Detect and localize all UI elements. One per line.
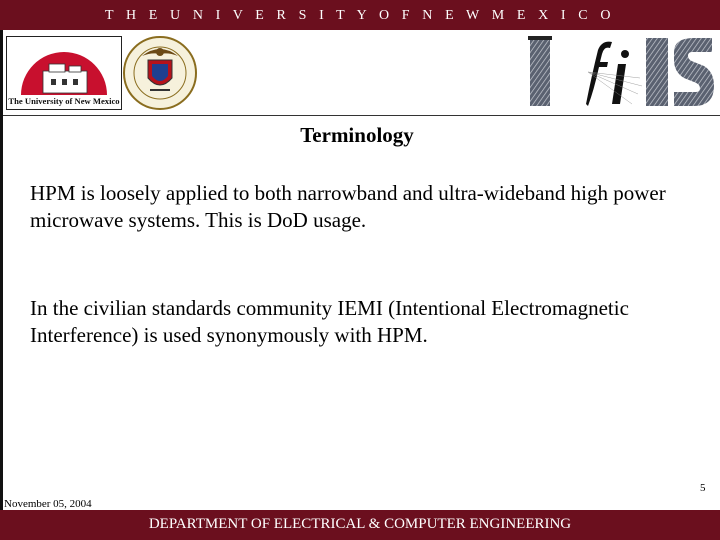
left-frame-line [0,30,3,510]
university-banner [0,0,720,30]
slide-title [0,123,714,148]
slide-date: November 05, 2004 [4,498,92,510]
page-number: 5 [700,482,706,494]
unm-logo [6,36,122,110]
paragraph-hpm-usage: HPM is loosely applied to both narrowband and ultra-wideband high power microwave systems. This is DoD usage. [30,181,666,232]
paragraph-iemi: In the civilian standards community IEMI (Intentional Electromagnetic Interference) is used synonymously with HPM. [30,296,629,347]
department-name: DEPARTMENT OF ELECTRICAL & COMPUTER ENGINEERING [148,516,572,532]
university-banner-text: T H E U N I V E R S I T Y O F N E W M E X I C O [104,8,616,23]
unm-logo-caption: The University of New Mexico [8,96,120,106]
university-seal-icon [120,34,200,112]
ifis-logo [528,34,714,110]
slide-title-text: Terminology [300,123,414,147]
unm-sun-icon [7,37,121,97]
